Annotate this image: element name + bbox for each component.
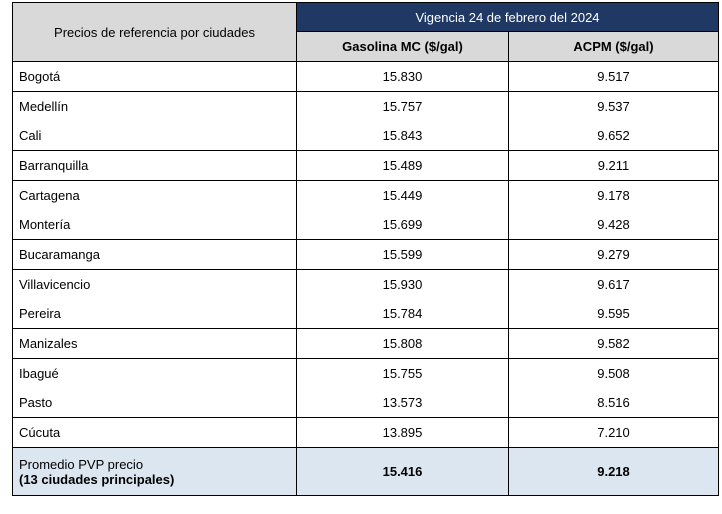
city-cell: Villavicencio <box>13 270 297 300</box>
city-cell: Barranquilla <box>13 151 297 181</box>
acpm-cell: 9.508 <box>509 359 719 389</box>
table-row <box>13 92 719 122</box>
city-cell: Cali <box>13 121 297 151</box>
gasoline-cell: 15.755 <box>297 359 509 389</box>
price-table-container <box>12 2 719 496</box>
acpm-cell: 9.211 <box>509 151 719 181</box>
table-row <box>13 329 719 359</box>
table-row <box>13 121 719 151</box>
acpm-cell: 9.617 <box>509 270 719 300</box>
table-row <box>13 181 719 211</box>
city-cell: Cartagena <box>13 181 297 211</box>
city-cell: Medellín <box>13 92 297 122</box>
period-header: Vigencia 24 de febrero del 2024 <box>297 3 719 32</box>
gasoline-cell: 15.808 <box>297 329 509 359</box>
gasoline-cell: 15.699 <box>297 210 509 240</box>
gasoline-cell: 15.599 <box>297 240 509 270</box>
table-row <box>13 299 719 329</box>
gasoline-cell: 13.895 <box>297 418 509 448</box>
gasoline-cell: 15.449 <box>297 181 509 211</box>
city-cell: Bogotá <box>13 62 297 92</box>
city-cell: Pasto <box>13 388 297 418</box>
gasoline-cell: 15.830 <box>297 62 509 92</box>
gasoline-cell: 13.573 <box>297 388 509 418</box>
average-sublabel: (13 ciudades principales) <box>19 471 175 487</box>
city-cell: Cúcuta <box>13 418 297 448</box>
gasoline-cell: 15.757 <box>297 92 509 122</box>
gasoline-cell: 15.930 <box>297 270 509 300</box>
table-row <box>13 388 719 418</box>
gasoline-column-header: Gasolina MC ($/gal) <box>297 32 509 62</box>
city-cell: Ibagué <box>13 359 297 389</box>
acpm-cell: 9.517 <box>509 62 719 92</box>
city-cell: Montería <box>13 210 297 240</box>
acpm-cell: 9.537 <box>509 92 719 122</box>
average-label-cell <box>13 448 297 496</box>
average-acpm-cell: 9.218 <box>509 448 719 496</box>
fuel-price-table <box>12 2 719 496</box>
acpm-cell: 9.178 <box>509 181 719 211</box>
acpm-cell: 9.595 <box>509 299 719 329</box>
city-cell: Manizales <box>13 329 297 359</box>
table-row <box>13 62 719 92</box>
gasoline-cell: 15.784 <box>297 299 509 329</box>
table-title: Precios de referencia por ciudades <box>13 3 297 62</box>
table-row <box>13 151 719 181</box>
acpm-cell: 9.279 <box>509 240 719 270</box>
acpm-cell: 8.516 <box>509 388 719 418</box>
table-row <box>13 210 719 240</box>
city-cell: Pereira <box>13 299 297 329</box>
average-row <box>13 448 719 496</box>
table-row <box>13 359 719 389</box>
acpm-cell: 9.582 <box>509 329 719 359</box>
acpm-cell: 9.652 <box>509 121 719 151</box>
table-row <box>13 418 719 448</box>
gasoline-cell: 15.489 <box>297 151 509 181</box>
average-gasoline-cell: 15.416 <box>297 448 509 496</box>
acpm-cell: 7.210 <box>509 418 719 448</box>
acpm-column-header: ACPM ($/gal) <box>509 32 719 62</box>
city-cell: Bucaramanga <box>13 240 297 270</box>
table-row <box>13 240 719 270</box>
acpm-cell: 9.428 <box>509 210 719 240</box>
average-label: Promedio PVP precio <box>19 456 144 472</box>
gasoline-cell: 15.843 <box>297 121 509 151</box>
table-row <box>13 270 719 300</box>
